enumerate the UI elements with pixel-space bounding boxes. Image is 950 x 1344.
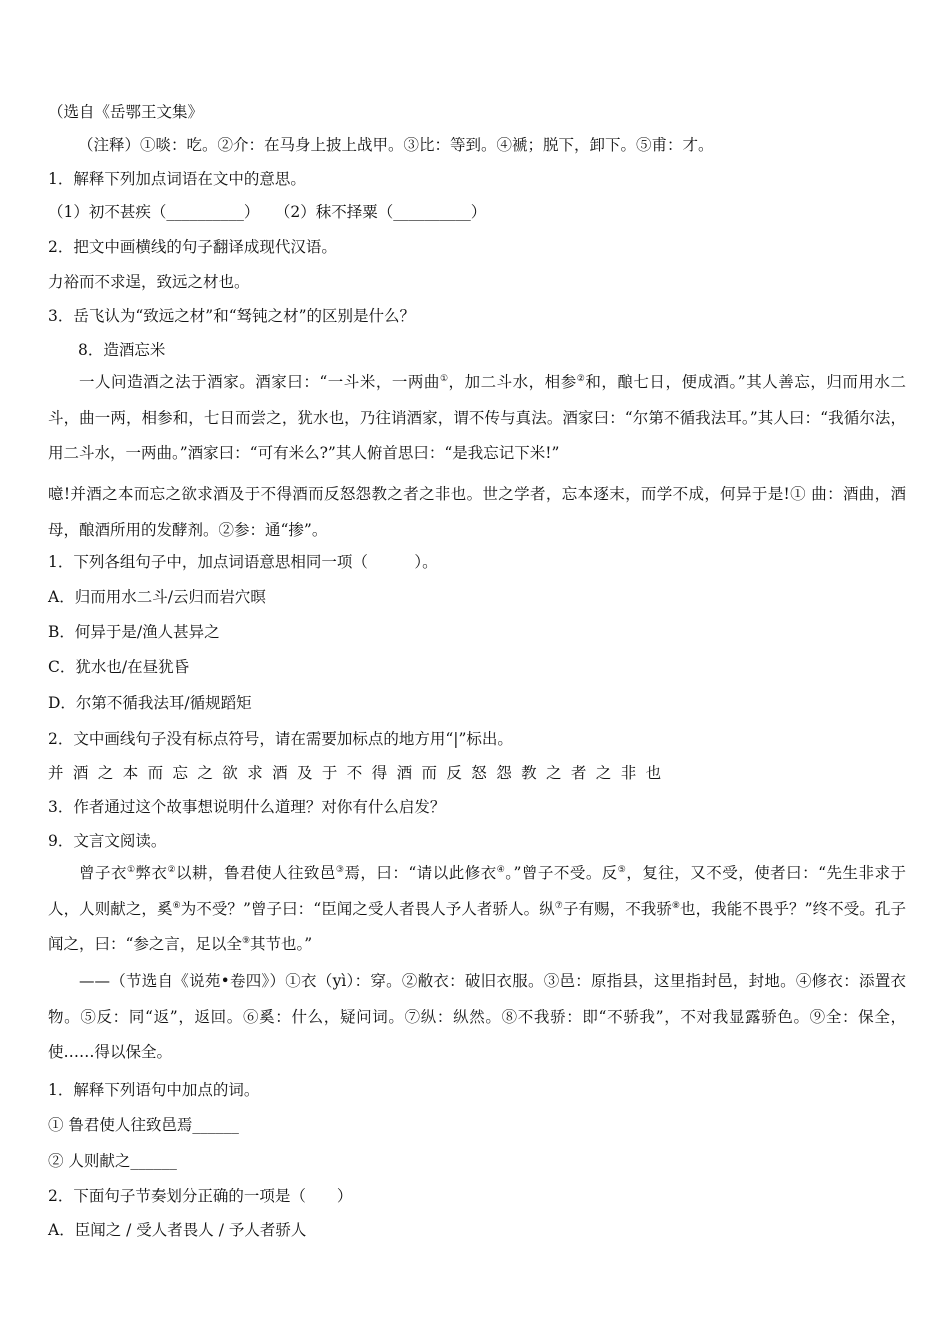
passage-9-notes: ——（节选自《说苑•卷四》）①衣（yì）：穿。②敝衣：破旧衣服。③邑：原指县，这里指封邑，封地。④修衣：添置衣物。⑤反：同“返”，返回。⑥奚：什么，疑问词。⑦纵：纵然。⑧不我骄：即“不骄我”，不对我显露骄色。⑨全：保全，使……得以保全。 [48, 972, 906, 1061]
question-7-1-items: （1）初不甚疾（__________） （2）秣不择粟（__________） [48, 203, 487, 221]
option-8-d: D．尔第不循我法耳/循规蹈矩 [48, 694, 252, 712]
question-8-2: 2．文中画线句子没有标点符号，请在需要加标点的地方用“|”标出。 [48, 730, 513, 748]
question-8-3: 3．作者通过这个故事想说明什么道理？对你有什么启发？ [48, 798, 446, 816]
question-9-1-item-1: ① 鲁君使人往致邑焉______ [48, 1116, 239, 1134]
option-9-a: A．臣闻之 / 受人者畏人 / 予人者骄人 [48, 1221, 307, 1239]
section-8-title: 8．造酒忘米 [78, 341, 166, 359]
question-7-2-sentence: 力裕而不求逞，致远之材也。 [48, 273, 250, 291]
question-9-1: 1．解释下列语句中加点的词。 [48, 1081, 260, 1099]
passage-8-ending: 噫!并酒之本而忘之欲求酒及于不得酒而反怒怨教之者之非也。世之学者，忘本逐末，而学不成，何异于是!① 曲：酒曲，酒母，酿酒所用的发酵剂。②参：通“掺”。 [48, 485, 906, 539]
passage-9: 曾子衣①弊衣②以耕，鲁君使人往致邑③焉，曰：“请以此修衣④。”曾子不受。反⑤，复往，又不受，使者曰：“先生非求于人，人则献之，奚⑥为不受？”曾子曰：“臣闻之受人者畏人予人者骄人。纵⑦子有赐，不我骄⑧也，我能不畏乎？”终不受。孔子闻之，曰：“参之言，足以全⑨其节也。” [48, 864, 906, 953]
question-8-2-sentence: 并酒之本而忘之欲求酒及于不得酒而反怒怨教之者之非也 [48, 764, 671, 782]
source-citation: （选自《岳鄂王文集》 [48, 103, 204, 121]
question-8-1: 1．下列各组句子中，加点词语意思相同一项（ ）。 [48, 553, 438, 571]
option-8-a: A．归而用水二斗/云归而岩穴暝 [48, 588, 266, 606]
section-9-title: 9．文言文阅读。 [48, 832, 167, 850]
question-7-1: 1．解释下列加点词语在文中的意思。 [48, 170, 306, 188]
option-8-c: C．犹水也/在昼犹昏 [48, 658, 190, 676]
question-9-2: 2．下面句子节奏划分正确的一项是（ ） [48, 1187, 353, 1205]
option-8-b: B．何异于是/渔人甚异之 [48, 623, 220, 641]
footnote-mark: ① [439, 373, 449, 384]
question-7-3: 3．岳飞认为“致远之材”和“驽钝之材”的区别是什么？ [48, 307, 416, 325]
annotation-notes: （注释）①啖：吃。②介：在马身上披上战甲。③比：等到。④褫；脱下，卸下。⑤甫：才。 [78, 136, 714, 154]
question-7-2: 2．把文中画横线的句子翻译成现代汉语。 [48, 238, 337, 256]
footnote-mark: ② [576, 373, 586, 384]
question-9-1-item-2: ② 人则献之______ [48, 1152, 177, 1170]
passage-8: 一人问造酒之法于酒家。酒家曰：“一斗米，一两曲①，加二斗水，相参②和，酿七日，便成酒。”其人善忘，归而用水二斗，曲一两，相参和，七日而尝之，犹水也，乃往诮酒家，谓不传与真法。酒家曰：“尔第不循我法耳。”其人曰：“我循尔法，用二斗水，一两曲。”酒家曰：“可有米么?”其人俯首思曰：“是我忘记下米!” [48, 373, 906, 462]
